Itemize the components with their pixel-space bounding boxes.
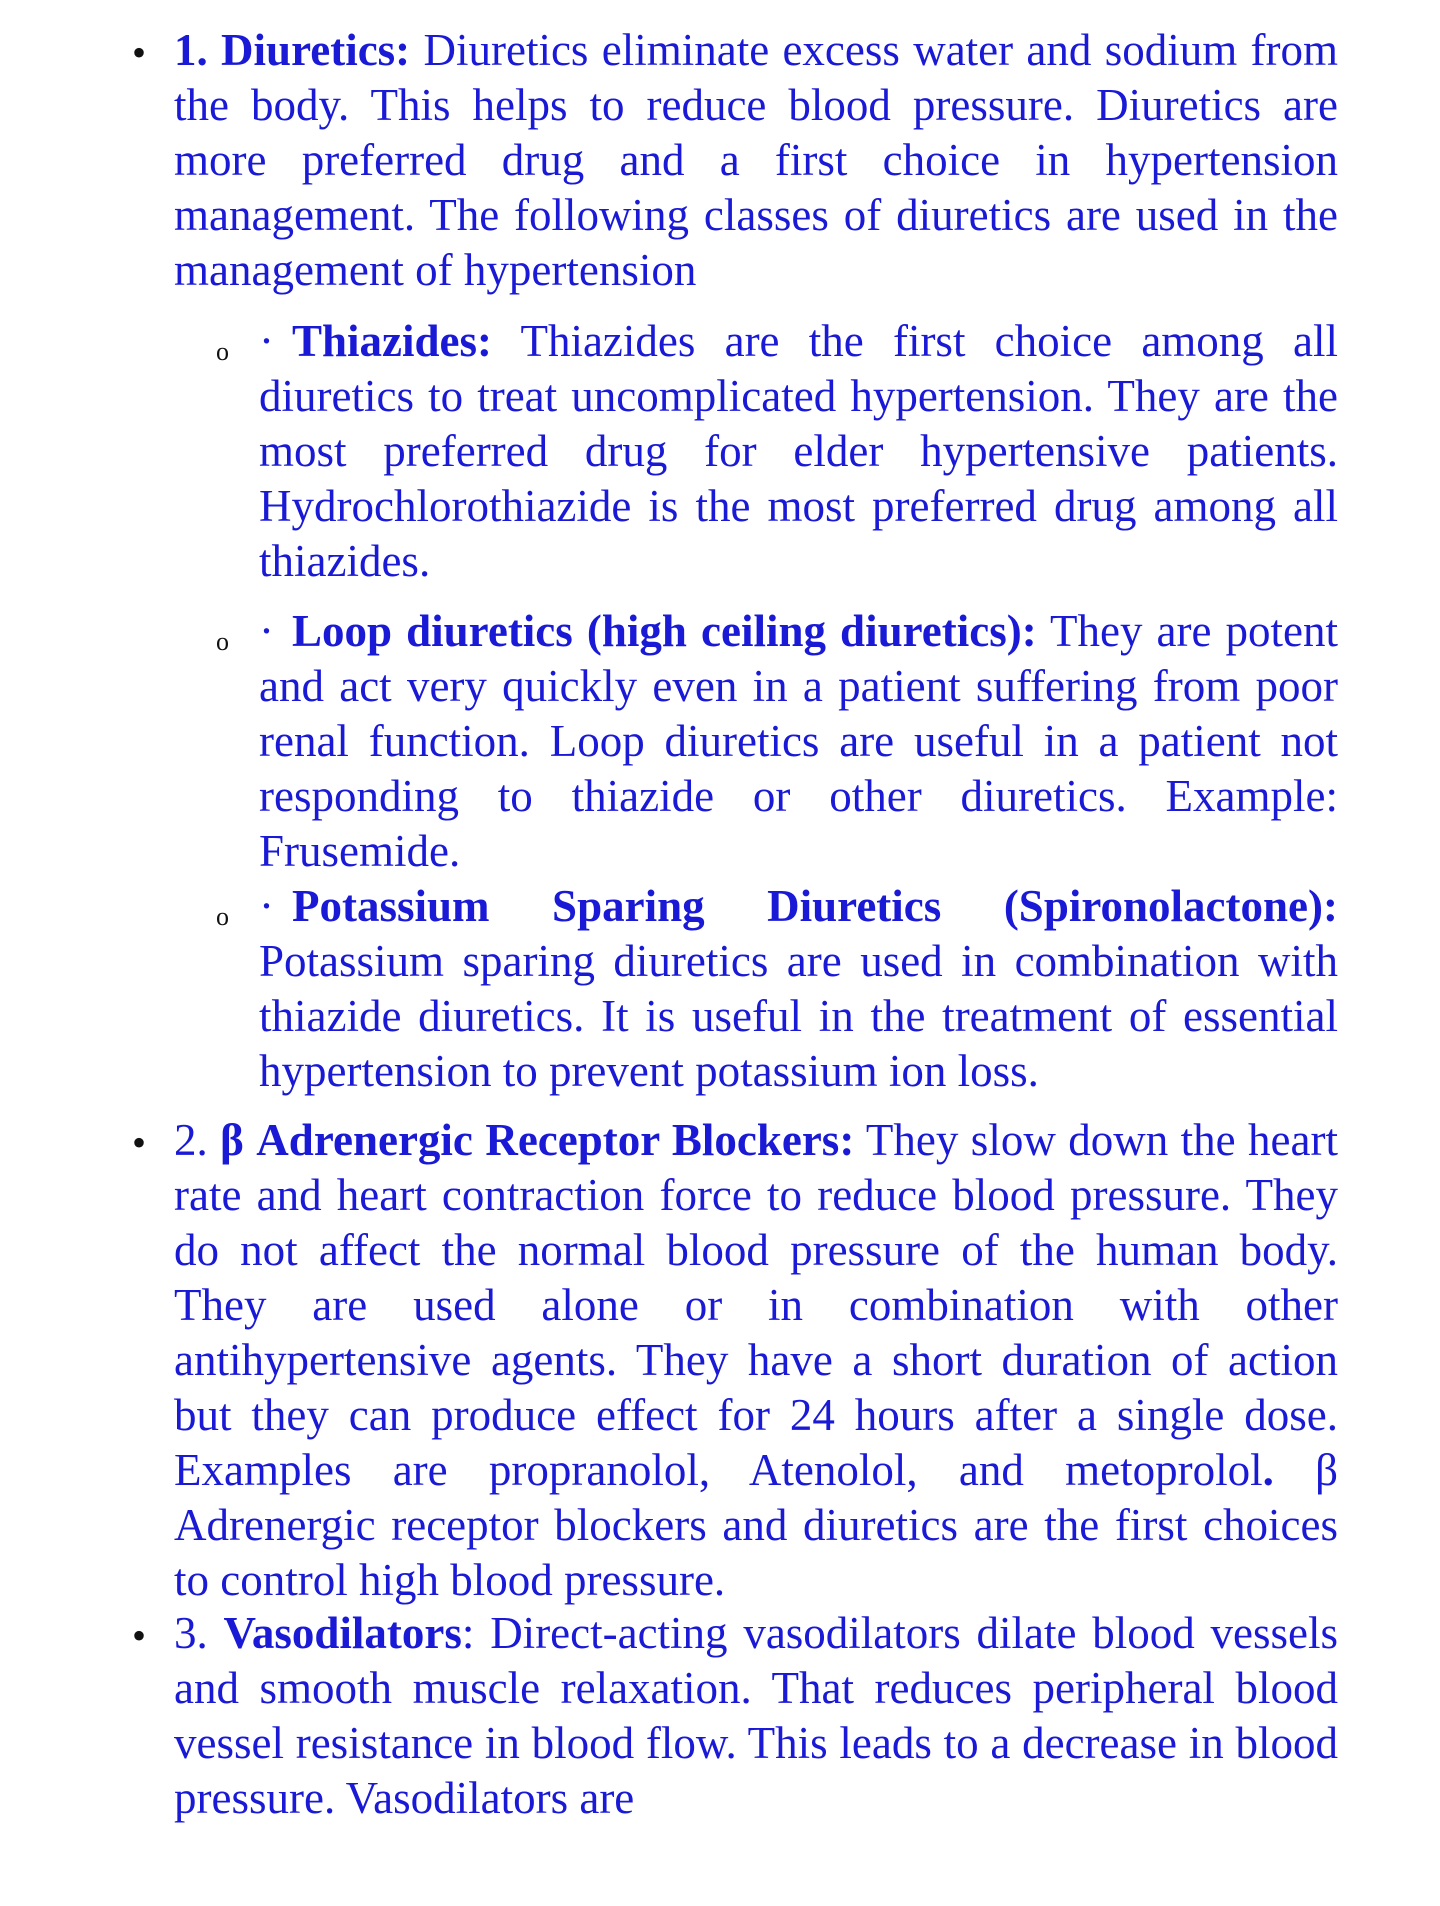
sub-2-title: Loop diuretics (high ceiling diuretics): xyxy=(292,606,1037,656)
sub-1-title: Thiazides: xyxy=(292,316,493,366)
item-2-bold-period: . xyxy=(1262,1445,1274,1495)
item-3-title: Vasodilators xyxy=(223,1608,462,1658)
bullet-sub-3: o xyxy=(216,902,229,931)
bullet-item-3: • xyxy=(132,1613,147,1658)
mid-dot-1: · xyxy=(259,316,274,366)
item-3-colon: : xyxy=(461,1608,475,1658)
item-1-title: 1. Diuretics: xyxy=(174,25,411,75)
bullet-item-1: • xyxy=(132,30,147,75)
mid-dot-3: · xyxy=(259,881,274,931)
bullet-sub-2: o xyxy=(216,627,229,656)
list-item-beta-blockers xyxy=(174,1113,1338,1608)
list-item-diuretics xyxy=(174,23,1338,298)
mid-dot-2: · xyxy=(259,606,274,656)
list-item-loop-diuretics xyxy=(259,604,1338,879)
list-item-potassium-sparing xyxy=(259,879,1338,1099)
item-2-title: β Adrenergic Receptor Blockers: xyxy=(220,1115,855,1165)
sub-2-text: They are potent and act very quickly even in a patient suffering from poor renal function. Loop diuretics are useful in a patient not responding to thiazide or other diuretics. Example: Frusemide. xyxy=(259,606,1339,876)
sub-3-title: Potassium Sparing Diuretics (Spironolactone): xyxy=(292,881,1338,931)
bullet-sub-1: o xyxy=(216,337,229,366)
item-1-text: Diuretics eliminate excess water and sodium from the body. This helps to reduce blood pressure. Diuretics are more preferred drug and a first choice in hypertension management. The following classes of diuretics are used in the management of hypertension xyxy=(174,25,1338,295)
list-item-thiazides xyxy=(259,314,1338,589)
item-2-text-after: β Adrenergic receptor blockers and diuretics are the first choices to control high blood pressure. xyxy=(174,1445,1338,1605)
item-2-number: 2. xyxy=(174,1115,208,1165)
item-3-text: Direct-acting vasodilators dilate blood vessels and smooth muscle relaxation. That reduces peripheral blood vessel resistance in blood flow. This leads to a decrease in blood pressure. Vasodilators are xyxy=(174,1608,1339,1823)
list-item-vasodilators xyxy=(174,1606,1338,1826)
sub-1-text: Thiazides are the first choice among all diuretics to treat uncomplicated hypertension. They are the most preferred drug for elder hypertensive patients. Hydrochlorothiazide is the most preferred drug among all thiazides. xyxy=(259,316,1339,586)
item-3-number: 3. xyxy=(174,1608,208,1658)
bullet-item-2: • xyxy=(132,1120,147,1165)
sub-3-text: Potassium sparing diuretics are used in combination with thiazide diuretics. It is useful in the treatment of essential hypertension to prevent potassium ion loss. xyxy=(259,936,1338,1096)
item-2-text: They slow down the heart rate and heart contraction force to reduce blood pressure. They do not affect the normal blood pressure of the human body. They are used alone or in combination with other antihypertensive agents. They have a short duration of action but they can produce effect for 24 hours after a single dose. Examples are propranolol, Atenolol, and metoprolol xyxy=(174,1115,1338,1495)
